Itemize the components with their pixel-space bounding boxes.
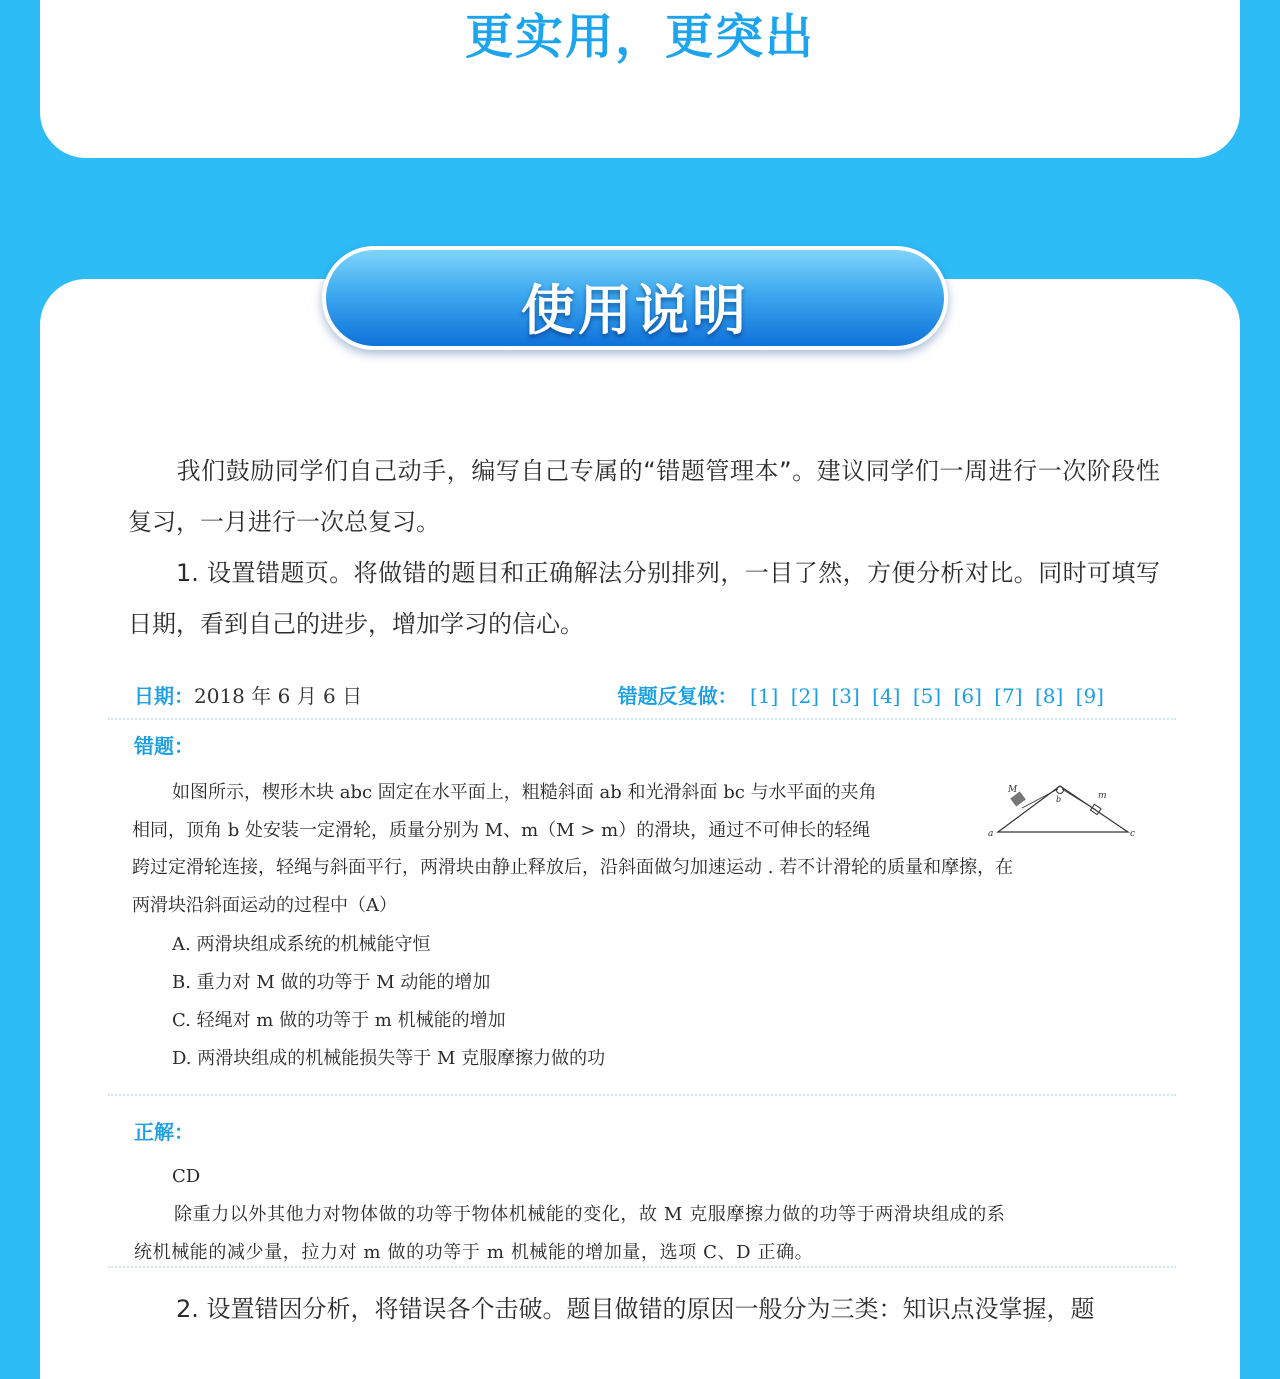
intro-text-2: 1. 设置错题页。将做错的题目和正确解法分别排列，一目了然，方便分析对比。同时可填写日期，看到自己的进步，增加学习的信心。 xyxy=(128,559,1160,638)
wedge-shape xyxy=(998,786,1128,832)
repeat-item: [3] xyxy=(831,684,860,708)
repeat-item: [5] xyxy=(912,684,942,708)
record-header xyxy=(134,680,1104,714)
label-c: c xyxy=(1130,829,1136,839)
explanation-line: 统机械能的减少量，拉力对 m 做的功等于 m 机械能的增加量，选项 C、D 正确。 xyxy=(134,1242,814,1263)
header-title: 更实用，更突出 xyxy=(464,9,815,65)
label-M: M xyxy=(1008,785,1018,795)
repeat-tracker xyxy=(618,680,1104,709)
label-b: b xyxy=(1056,795,1062,804)
option-d: D. 两滑块组成的机械能损失等于 M 克服摩擦力做的功 xyxy=(172,1048,606,1069)
solution-label: 正解： xyxy=(134,1120,194,1144)
divider xyxy=(108,718,1176,720)
intro-paragraph-3 xyxy=(128,1284,1160,1335)
wrong-question-label: 错题： xyxy=(134,734,194,758)
question-line: 两滑块沿斜面运动的过程中（A） xyxy=(132,894,397,916)
repeat-item: [4] xyxy=(872,684,901,708)
repeat-item: [8] xyxy=(1034,684,1064,708)
explanation-text: 除重力以外其他力对物体做的功等于物体机械能的变化，故 M 克服摩擦力做的功等于两滑块组成的系 xyxy=(174,1204,1006,1225)
intro-paragraph-1 xyxy=(128,446,1160,548)
repeat-item: [2] xyxy=(790,684,820,708)
explanation xyxy=(134,1196,1154,1272)
incline-figure xyxy=(982,780,1142,840)
intro-paragraph-2 xyxy=(128,548,1160,650)
date-value: 2018 年 6 月 6 日 xyxy=(194,684,363,708)
answer-value: CD xyxy=(172,1166,201,1187)
question-line-text: 如图所示，楔形木块 abc 固定在水平面上，粗糙斜面 ab 和光滑斜面 bc 与水平面的夹角 xyxy=(172,782,877,803)
divider xyxy=(108,1094,1176,1096)
question-line: 跨过定滑轮连接，轻绳与斜面平行，两滑块由静止释放后，沿斜面做匀加速运动 . 若不计滑轮的质量和摩擦，在 xyxy=(132,857,1014,878)
intro-text-3: 2. 设置错因分析，将错误各个击破。题目做错的原因一般分为三类：知识点没掌握，题 xyxy=(176,1295,1095,1323)
intro-text-1: 我们鼓励同学们自己动手，编写自己专属的“错题管理本”。建议同学们一周进行一次阶段性复习，一月进行一次总复习。 xyxy=(128,457,1160,536)
date-label: 日期： xyxy=(134,684,194,708)
repeat-item: [6] xyxy=(953,684,982,708)
repeat-item: [9] xyxy=(1075,684,1104,708)
option-b: B. 重力对 M 做的功等于 M 动能的增加 xyxy=(172,972,491,993)
rope-right xyxy=(1062,789,1096,810)
pulley-shape xyxy=(1057,787,1064,794)
label-a: a xyxy=(988,829,994,839)
repeat-label: 错题反复做： xyxy=(617,684,738,708)
question-line: 相同，顶角 b 处安装一定滑轮，质量分别为 M、m（M > m）的滑块，通过不可伸长的轻绳 xyxy=(132,819,871,841)
header-card xyxy=(40,0,1240,158)
repeat-item: [1] xyxy=(750,684,779,708)
badge-label: 使用说明 xyxy=(521,279,749,342)
explanation-line xyxy=(134,1196,1154,1234)
label-m: m xyxy=(1098,791,1107,801)
question-line xyxy=(132,774,962,812)
option-c: C. 轻绳对 m 做的功等于 m 机械能的增加 xyxy=(172,1010,506,1031)
repeat-item: [7] xyxy=(994,684,1023,708)
instructions-badge xyxy=(322,246,948,350)
divider xyxy=(108,1266,1176,1268)
rope-left xyxy=(1022,789,1058,808)
option-a: A. 两滑块组成系统的机械能守恒 xyxy=(172,934,431,955)
